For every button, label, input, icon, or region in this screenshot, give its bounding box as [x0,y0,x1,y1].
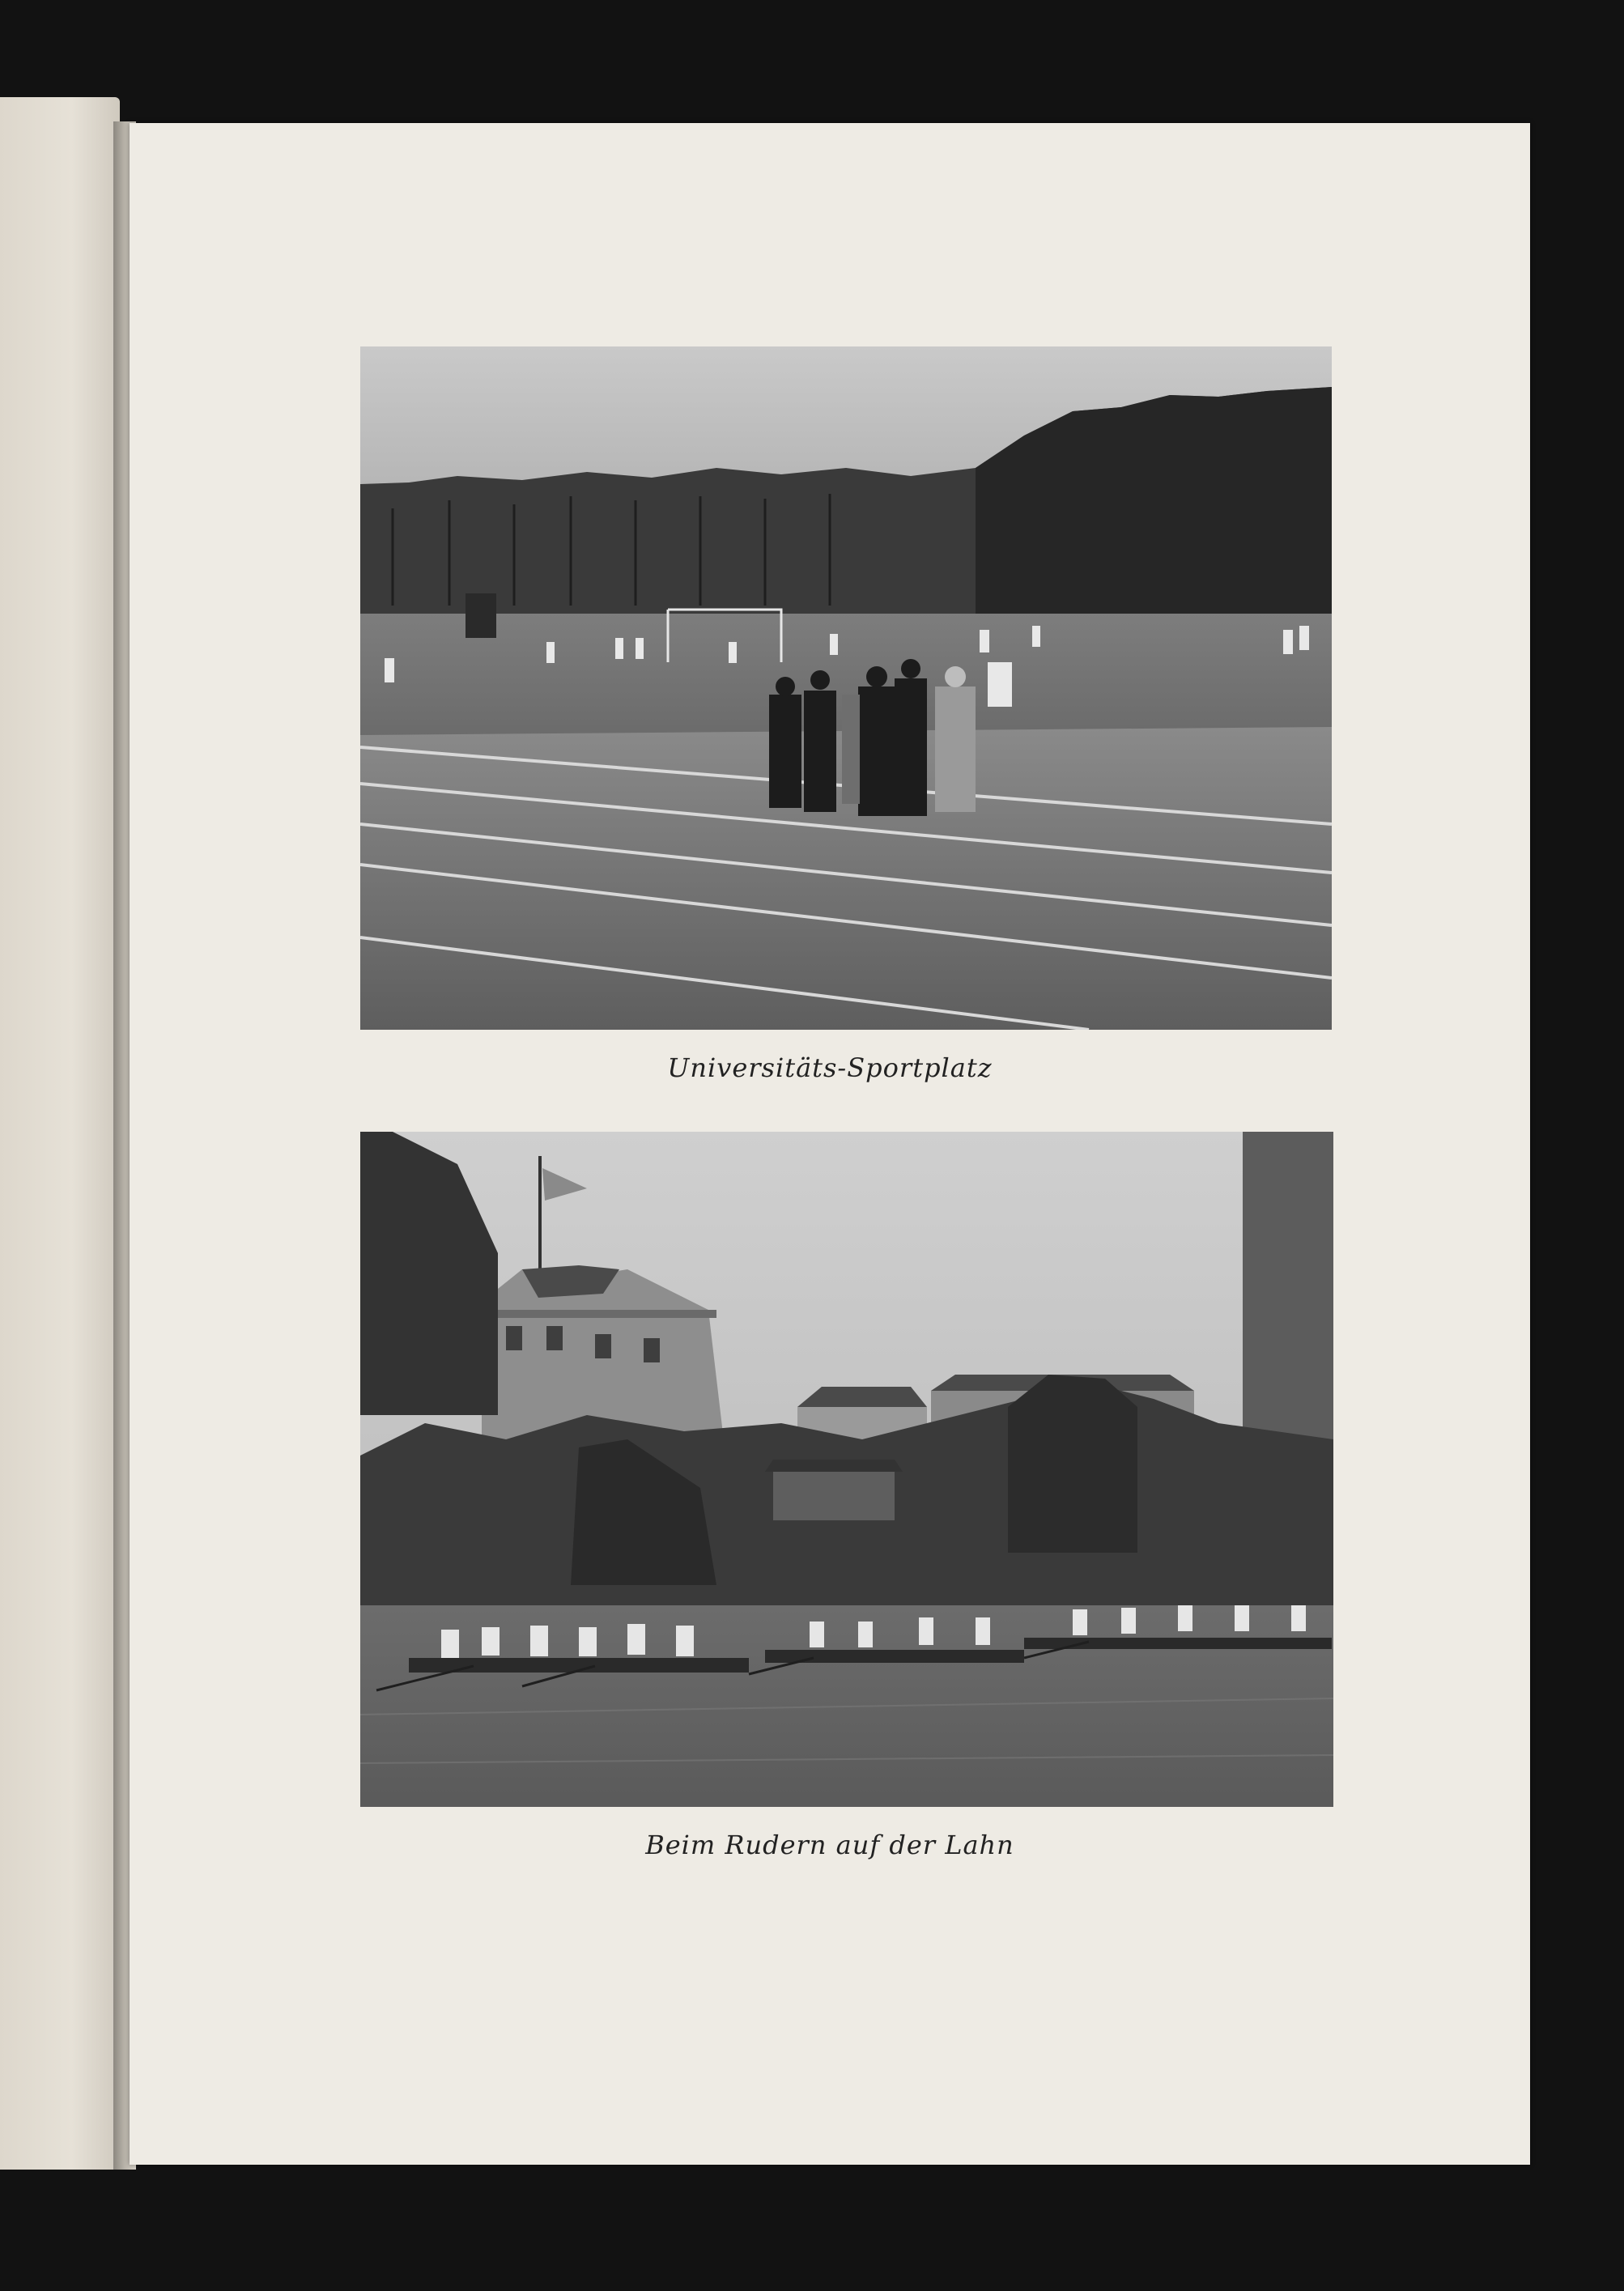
sportplatz-illustration [360,346,1332,1030]
sportplatz-photo [360,346,1332,1030]
left-page-edge [0,97,120,2170]
caption-sportplatz: Universitäts-Sportplatz [667,1052,993,1083]
book-page [130,123,1530,2165]
caption-rudern: Beim Rudern auf der Lahn [645,1830,1014,1860]
rudern-photo [360,1132,1333,1807]
rudern-illustration [360,1132,1333,1807]
